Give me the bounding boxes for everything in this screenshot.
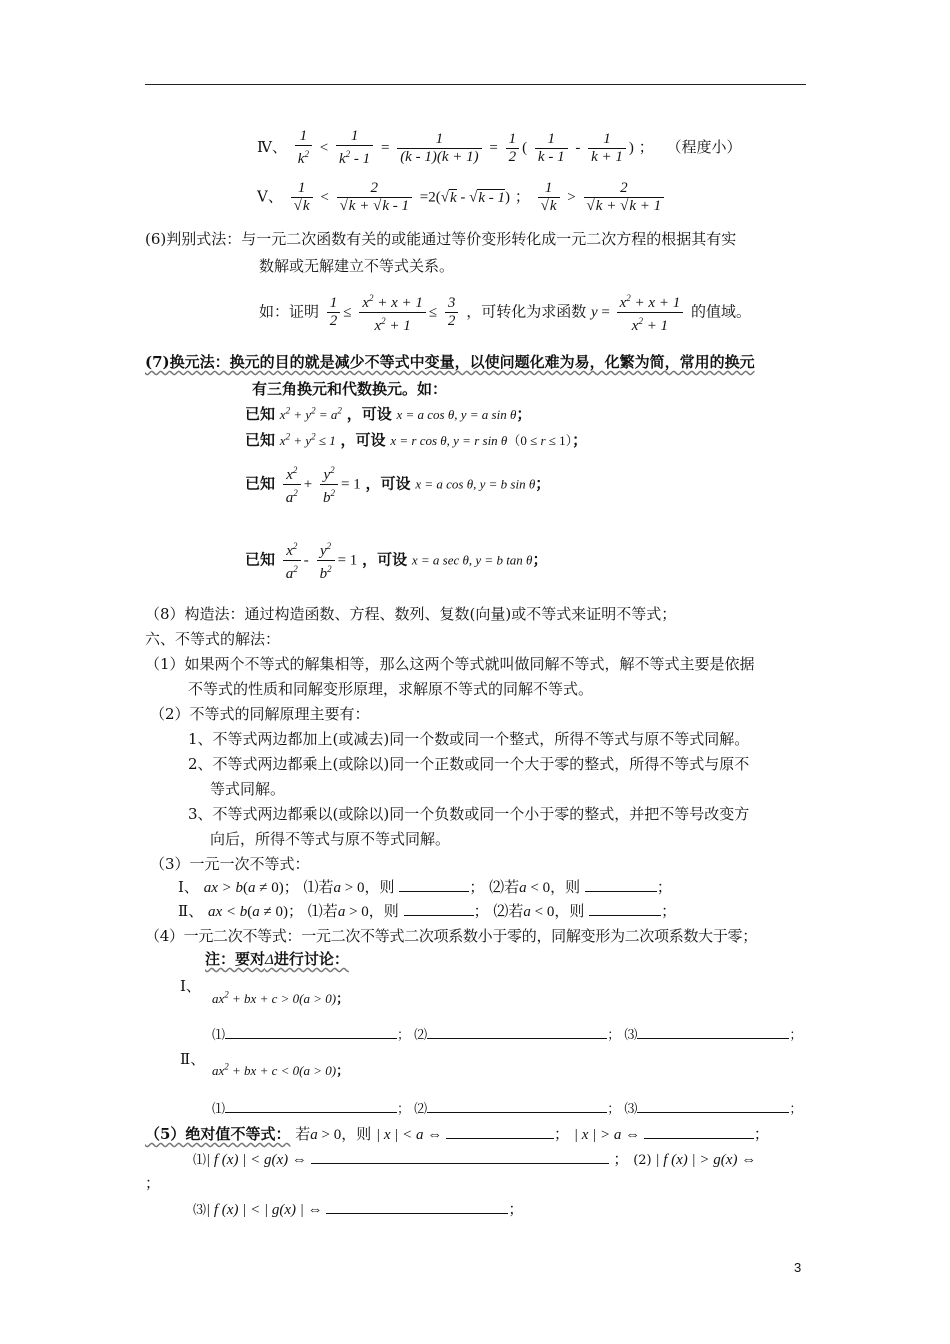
answer-blank[interactable] bbox=[225, 1100, 397, 1113]
header-rule bbox=[145, 84, 806, 85]
p4-case-ii-blanks: ⑴ ； ⑵ ； ⑶ ； bbox=[212, 1102, 803, 1117]
s7-line2: 有三角换元和代数换元。如： bbox=[252, 380, 448, 398]
p2-r2a: 2、不等式两边都乘上(或除以)同一个正数或同一个大于零的整式，所得不等式与原不 bbox=[188, 755, 750, 773]
answer-blank[interactable] bbox=[637, 1026, 789, 1039]
p5-head: （5）绝对值不等式： 若a > 0，则 | x | < a ⇔ ； | x | > a ⇔ ； bbox=[145, 1125, 769, 1143]
s7-ex1: 已知 $x^2 + y^2 = a^2$ ，可设 x = a cos θ, y = a sin θ； bbox=[245, 405, 532, 423]
s6-line2: 数解或无解建立不等式关系。 bbox=[259, 257, 455, 275]
p2-r1: 1、不等式两边都加上(或减去)同一个数或同一个整式，所得不等式与原不等式同解。 bbox=[188, 730, 750, 748]
answer-blank[interactable] bbox=[225, 1026, 397, 1039]
answer-blank[interactable] bbox=[399, 879, 469, 892]
formula-v: Ⅴ、 $\frac{1}{√k}$ < $\frac{2}{√k + √k - 1}$ =2(√k - √k - 1) ； $\frac{1}{√k}$ > $\frac{2}{√k + √k + 1}$ bbox=[257, 180, 667, 215]
formula-iv: Ⅳ、 $\frac{1}{k^2}$ < $\frac{1}{k^2 - 1}$ = $\frac{1}{(k - 1)(k + 1)}$ = $\frac{1}{2}$ ( $\frac{1}{k - 1}$ - $\frac{1}{k + 1}$ ) ； （程度小） bbox=[257, 128, 742, 167]
answer-blank[interactable] bbox=[326, 1201, 508, 1214]
s7-ex2: 已知 $x^2 + y^2 \le 1$ ，可设 x = r cos θ, y = r sin θ（0 ≤ r ≤ 1）； bbox=[245, 431, 588, 449]
answer-blank[interactable] bbox=[427, 1026, 607, 1039]
s8: （8）构造法：通过构造函数、方程、数列、复数(向量)或不等式来证明不等式； bbox=[145, 605, 677, 623]
degree-note: （程度小） bbox=[666, 138, 742, 156]
p4-head: （4）一元二次不等式：一元二次不等式二次项系数小于零的，同解变形为二次项系数大于零； bbox=[145, 927, 757, 945]
s6-line1: (6)判别式法：与一元二次函数有关的或能通过等价变形转化成一元二次方程的根据其有实 bbox=[145, 230, 737, 248]
p4-case-ii-formula: $ax^2$ + bx + c < 0(a > 0)； bbox=[212, 1061, 350, 1078]
p5-semicolon: ； bbox=[145, 1174, 161, 1192]
p1-line2: 不等式的性质和同解变形原理，求解原不等式的同解不等式。 bbox=[188, 680, 594, 698]
p2-r2b: 等式同解。 bbox=[210, 780, 286, 798]
s6-example: 如：证明 $\frac{1}{2}$ ≤ $\frac{x^2 + x + 1}{x^2 + 1}$ ≤ $\frac{3}{2}$ ，可转化为求函数 y = $\frac{x^2 + x + 1}{x^2 + 1}$ 的值域。 bbox=[259, 290, 751, 335]
p4-case-i-formula: $ax^2$ + bx + c > 0(a > 0)； bbox=[212, 989, 350, 1006]
p2-r3b: 向后，所得不等式与原不等式同解。 bbox=[210, 830, 451, 848]
s7-ex3: 已知 $\frac{x^2}{a^2}$ + $\frac{y^2}{b^2}$ = 1 ，可设 x = a cos θ, y = b sin θ； bbox=[245, 462, 550, 507]
p4-case-ii-label: Ⅱ、 bbox=[180, 1050, 206, 1068]
answer-blank[interactable] bbox=[427, 1100, 607, 1113]
s7-line1: (7)换元法：换元的目的就是减少不等式中变量，以使问题化难为易，化繁为简，常用的换元 bbox=[145, 353, 755, 371]
page-number: 3 bbox=[794, 1260, 802, 1275]
p4-case-i-blanks: ⑴ ； ⑵ ； ⑶ ； bbox=[212, 1028, 803, 1043]
section-six-heading: 六、不等式的解法： bbox=[145, 630, 281, 648]
s7-ex4: 已知 $\frac{x^2}{a^2}$ - $\frac{y^2}{b^2}$ = 1 ，可设 x = a sec θ, y = b tan θ； bbox=[245, 538, 547, 583]
answer-blank[interactable] bbox=[311, 1151, 609, 1164]
answer-blank[interactable] bbox=[644, 1126, 754, 1139]
p5-abs3: ⑶| f (x) | < | g(x) | ⇔ ； bbox=[193, 1200, 524, 1218]
answer-blank[interactable] bbox=[446, 1126, 554, 1139]
p3-row2: Ⅱ、 ax < b(a ≠ 0)； ⑴若a > 0，则 ； ⑵若a < 0，则 ； bbox=[178, 902, 677, 920]
p2-r3a: 3、不等式两边都乘以(或除以)同一个负数或同一个小于零的整式，并把不等号改变方 bbox=[188, 805, 750, 823]
p5-abs1: ⑴| f (x) | < g(x) ⇔ ； (2) | f (x) | > g(x) ⇔ bbox=[193, 1150, 757, 1168]
p4-case-i-label: Ⅰ、 bbox=[180, 977, 201, 995]
answer-blank[interactable] bbox=[637, 1100, 789, 1113]
p1-line1: （1）如果两个不等式的解集相等，那么这两个等式就叫做同解不等式，解不等式主要是依据 bbox=[145, 655, 755, 673]
p4-note: 注：要对Δ进行讨论： bbox=[205, 950, 349, 968]
p2-head: （2）不等式的同解原理主要有： bbox=[150, 705, 370, 723]
roman-iv: Ⅳ、 bbox=[257, 138, 287, 156]
answer-blank[interactable] bbox=[589, 903, 661, 916]
answer-blank[interactable] bbox=[585, 879, 657, 892]
p3-row1: Ⅰ、 ax > b(a ≠ 0)； ⑴若a > 0，则 ； ⑵若a < 0，则 ； bbox=[178, 878, 672, 896]
p3-head: （3）一元一次不等式： bbox=[150, 855, 310, 873]
answer-blank[interactable] bbox=[404, 903, 474, 916]
roman-v: Ⅴ、 bbox=[257, 187, 283, 206]
